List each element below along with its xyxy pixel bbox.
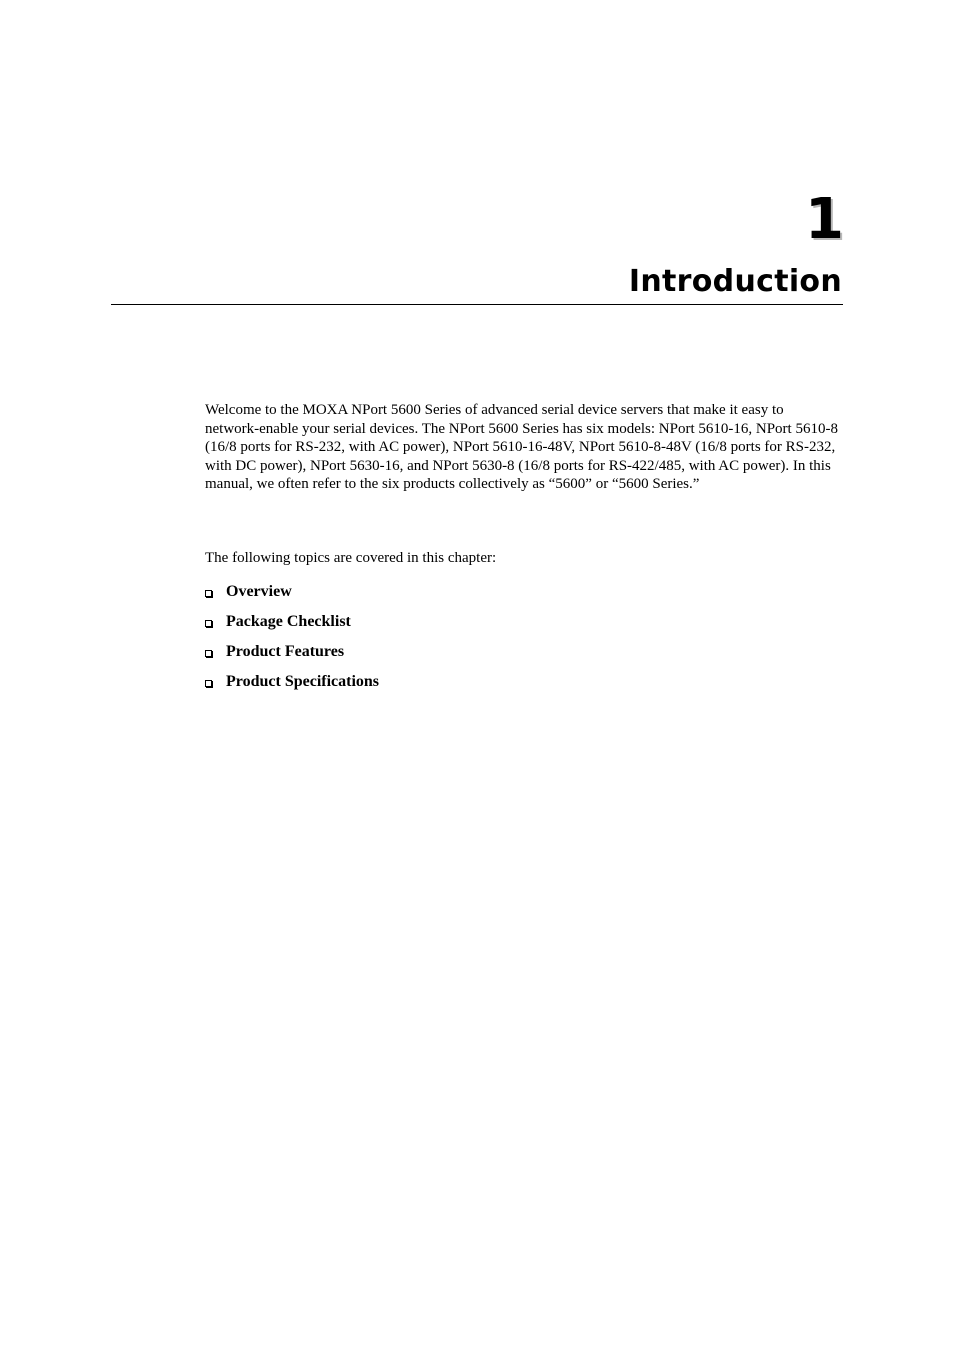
topic-label: Overview xyxy=(226,583,292,600)
intro-paragraph: Welcome to the MOXA NPort 5600 Series of advanced serial device servers that make it easy to network-enable your serial devices. The NPort 5600 Series has six models: NPort 5610-16, NPort 5610-8 (16/8 ports for RS-232, with AC power), NPort 5610-16-48V, NPort 5610-8-48V (16/8 ports for RS-232, with DC power), NPort 5630-16, and NPort 5630-8 (16/8 ports for RS-422/485, with AC power). In this manual, we often refer to the six products collectively as “5600” or “5600 Series.” xyxy=(205,402,838,492)
chapter-number: 1 xyxy=(805,187,844,252)
topic-label: Product Specifications xyxy=(226,673,380,690)
topic-list xyxy=(205,577,379,697)
topic-label: Product Features xyxy=(226,643,345,660)
checkbox-icon xyxy=(205,650,212,657)
chapter-title: Introduction xyxy=(628,264,842,299)
topic-label: Package Checklist xyxy=(226,613,351,630)
checkbox-icon xyxy=(205,680,212,687)
checkbox-icon xyxy=(205,590,212,597)
topics-intro: The following topics are covered in this chapter: xyxy=(205,550,497,566)
title-divider xyxy=(111,304,843,305)
topic-item-product-specifications xyxy=(205,667,379,697)
topic-item-overview xyxy=(205,577,379,607)
topic-item-product-features xyxy=(205,637,379,667)
checkbox-icon xyxy=(205,620,212,627)
topic-item-package-checklist xyxy=(205,607,379,637)
